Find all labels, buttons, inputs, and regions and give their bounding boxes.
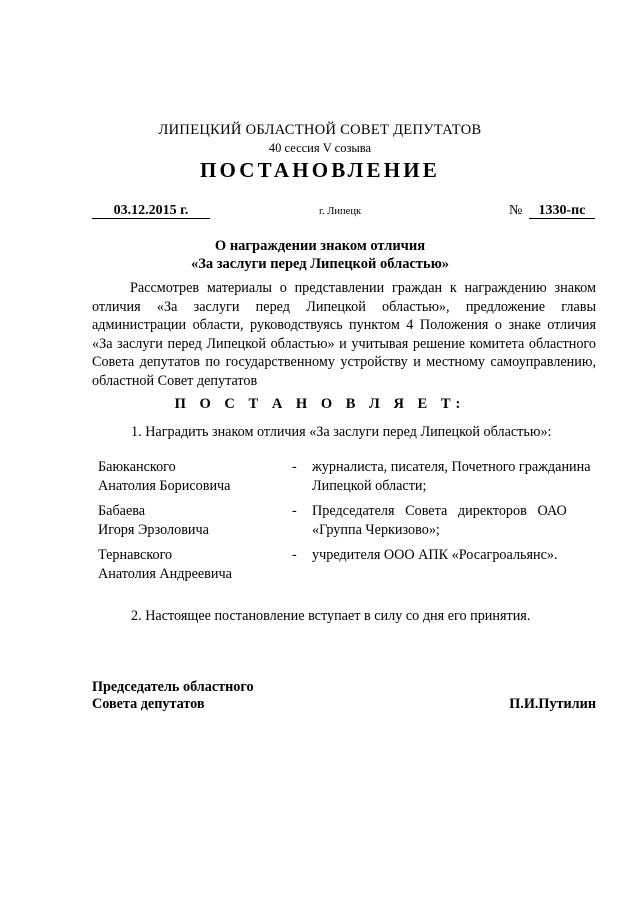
document-type: ПОСТАНОВЛЕНИЕ	[199, 158, 441, 182]
session-label: 40 сессия V созыва	[268, 141, 372, 155]
awardee-desc-line1: Председателя Совета директоров ОАО	[312, 503, 567, 519]
awardee-desc-line2: Липецкой области;	[312, 477, 427, 494]
council-name: ЛИПЕЦКИЙ ОБЛАСТНОЙ СОВЕТ ДЕПУТАТОВ	[158, 122, 482, 138]
document-title-line2: «За заслуги перед Липецкой областью»	[190, 256, 450, 272]
document-title-line1: О награждении знаком отличия	[214, 238, 426, 254]
awardee-name	[98, 502, 278, 539]
number-sign: №	[509, 203, 523, 218]
awardee-description	[312, 546, 609, 565]
awardee-row	[92, 502, 596, 542]
document-number: 1330-пс	[529, 203, 595, 219]
resolves-heading: П О С Т А Н О В Л Я Е Т:	[174, 396, 466, 412]
awardee-dash: -	[292, 547, 297, 563]
awardee-description	[312, 458, 609, 495]
awardee-dash: -	[292, 503, 297, 519]
awardee-desc-line1: учредителя ООО АПК «Росагроальянс».	[312, 547, 558, 563]
signatory-position-line2: Совета депутатов	[92, 696, 205, 712]
awardee-desc-line1: журналиста, писателя, Почетного гражданина	[312, 459, 591, 475]
awardee-surname: Бабаева	[98, 503, 146, 519]
awardee-name	[98, 458, 278, 495]
document-date: 03.12.2015 г.	[92, 203, 210, 219]
awardee-name	[98, 546, 278, 583]
awardee-surname: Баюканского	[98, 459, 176, 475]
awardee-given-name: Анатолия Борисовича	[98, 477, 231, 494]
awardee-row	[92, 458, 596, 498]
item-1: 1. Наградить знаком отличия «За заслуги перед Липецкой областью»:	[131, 424, 552, 440]
signatory-name: П.И.Путилин	[509, 696, 596, 712]
awardee-description	[312, 502, 609, 539]
document-city: г. Липецк	[318, 206, 362, 217]
awardee-desc-line2: «Группа Черкизово»;	[312, 521, 440, 538]
awardee-dash: -	[292, 459, 297, 475]
awardee-given-name: Игоря Эрзоловича	[98, 521, 209, 538]
signatory-position-line1: Председатель областного	[92, 679, 254, 695]
preamble-paragraph: Рассмотрев материалы о представлении граждан к награждению знаком отличия «За заслуги перед Липецкой областью», предложение главы администрации области, руководствуясь пунктом 4 Положения о знаке отличия «За заслуги перед Липецкой областью» и учитывая решение комитета областного Совета депутатов по государственному устройству и местному самоуправлению, областной Совет депутатов	[92, 280, 596, 389]
item-2: 2. Настоящее постановление вступает в силу со дня его принятия.	[131, 608, 531, 624]
awardee-given-name: Анатолия Андреевича	[98, 565, 232, 582]
awardee-row	[92, 546, 596, 586]
awardee-surname: Тернавского	[98, 547, 173, 563]
